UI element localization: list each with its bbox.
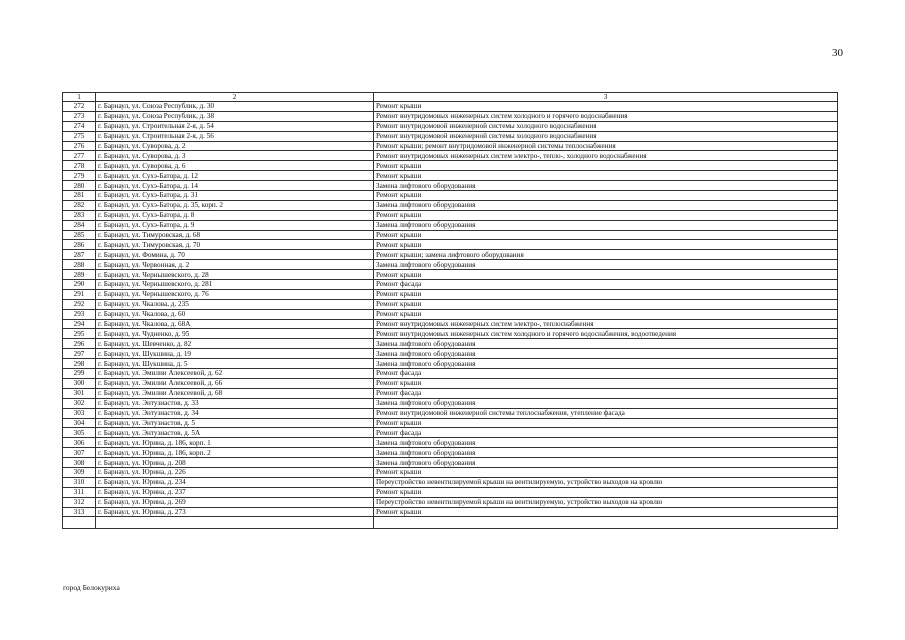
row-number-cell: 272: [63, 102, 96, 112]
address-cell: г. Барнаул, ул. Союза Республик, д. 38: [96, 111, 374, 121]
table-row: [63, 141, 838, 151]
empty-cell: [374, 517, 838, 529]
section-title: город Белокуриха: [63, 583, 120, 592]
row-number-cell: 308: [63, 458, 96, 468]
row-number-cell: 307: [63, 448, 96, 458]
address-cell: г. Барнаул, ул. Юрина, д. 226: [96, 467, 374, 477]
table-row: [63, 111, 838, 121]
row-number-cell: 288: [63, 260, 96, 270]
address-cell: г. Барнаул, ул. Энтузиастов, д. 5: [96, 418, 374, 428]
table-row: [63, 428, 838, 438]
table-row: [63, 507, 838, 517]
row-number-cell: 311: [63, 487, 96, 497]
row-number-cell: 282: [63, 200, 96, 210]
address-cell: г. Барнаул, ул. Чернышевского, д. 281: [96, 280, 374, 290]
work-type-cell: Замена лифтового оборудования: [374, 458, 838, 468]
work-type-cell: Ремонт крыши; ремонт внутридомовой инженерной системы теплоснабжения: [374, 141, 838, 151]
table-row: [63, 408, 838, 418]
table-row: [63, 280, 838, 290]
address-cell: г. Барнаул, ул. Сухэ-Батора, д. 31: [96, 191, 374, 201]
address-cell: г. Барнаул, ул. Юрина, д. 234: [96, 477, 374, 487]
table-row: [63, 289, 838, 299]
table-row: [63, 200, 838, 210]
work-type-cell: Ремонт внутридомовых инженерных систем электро-, тепло-, холодного водоснабжения: [374, 151, 838, 161]
work-type-cell: Замена лифтового оборудования: [374, 349, 838, 359]
address-cell: г. Барнаул, ул. Юрина, д. 208: [96, 458, 374, 468]
address-cell: г. Барнаул, ул. Сухэ-Батора, д. 9: [96, 220, 374, 230]
address-cell: г. Барнаул, ул. Эмилии Алексеевой, д. 68: [96, 388, 374, 398]
address-cell: г. Барнаул, ул. Чкалова, д. 60: [96, 309, 374, 319]
table-row: [63, 339, 838, 349]
address-cell: г. Барнаул, ул. Энтузиастов, д. 34: [96, 408, 374, 418]
work-type-cell: Замена лифтового оборудования: [374, 359, 838, 369]
work-type-cell: Ремонт крыши: [374, 102, 838, 112]
row-number-cell: 279: [63, 171, 96, 181]
table-row: [63, 497, 838, 507]
address-cell: г. Барнаул, ул. Энтузиастов, д. 5А: [96, 428, 374, 438]
table-row: [63, 102, 838, 112]
work-type-cell: Ремонт внутридомовой инженерной системы холодного водоснабжения: [374, 121, 838, 131]
work-type-cell: Ремонт фасада: [374, 369, 838, 379]
row-number-cell: 300: [63, 378, 96, 388]
address-cell: г. Барнаул, ул. Чкалова, д. 235: [96, 299, 374, 309]
table-row: [63, 210, 838, 220]
address-cell: г. Барнаул, ул. Шукшина, д. 19: [96, 349, 374, 359]
address-cell: г. Барнаул, ул. Тимуровская, д. 70: [96, 240, 374, 250]
work-type-cell: Замена лифтового оборудования: [374, 398, 838, 408]
table-row: [63, 171, 838, 181]
work-type-cell: Ремонт крыши: [374, 309, 838, 319]
row-number-cell: 289: [63, 270, 96, 280]
address-cell: г. Барнаул, ул. Сухэ-Батора, д. 14: [96, 181, 374, 191]
address-cell: г. Барнаул, ул. Тимуровская, д. 68: [96, 230, 374, 240]
table-row: [63, 487, 838, 497]
work-type-cell: Ремонт крыши: [374, 299, 838, 309]
table-row: [63, 359, 838, 369]
work-type-cell: Ремонт крыши: [374, 487, 838, 497]
row-number-cell: 292: [63, 299, 96, 309]
table-row: [63, 151, 838, 161]
table-row: [63, 161, 838, 171]
table-row: [63, 230, 838, 240]
table-row: [63, 260, 838, 270]
work-type-cell: Замена лифтового оборудования: [374, 181, 838, 191]
row-number-cell: 287: [63, 250, 96, 260]
row-number-cell: 281: [63, 191, 96, 201]
address-cell: г. Барнаул, ул. Чкалова, д. 68А: [96, 319, 374, 329]
address-cell: г. Барнаул, ул. Сухэ-Батора, д. 35, корп. 2: [96, 200, 374, 210]
work-type-cell: Переустройство невентилируемой крыши на вентилируемую, устройство выходов на кровлю: [374, 497, 838, 507]
table-row: [63, 477, 838, 487]
work-type-cell: Ремонт крыши: [374, 507, 838, 517]
work-type-cell: Замена лифтового оборудования: [374, 220, 838, 230]
work-type-cell: Ремонт крыши: [374, 210, 838, 220]
row-number-cell: 278: [63, 161, 96, 171]
work-type-cell: Ремонт крыши: [374, 418, 838, 428]
row-number-cell: 309: [63, 467, 96, 477]
row-number-cell: 274: [63, 121, 96, 131]
work-type-cell: Ремонт крыши: [374, 191, 838, 201]
work-type-cell: Переустройство невентилируемой крыши на вентилируемую, устройство выходов на кровлю: [374, 477, 838, 487]
table-row: [63, 458, 838, 468]
table-row: [63, 191, 838, 201]
table-row: [63, 270, 838, 280]
address-cell: г. Барнаул, ул. Чудненко, д. 95: [96, 329, 374, 339]
work-type-cell: Ремонт внутридомовой инженерной системы теплоснабжения, утепление фасада: [374, 408, 838, 418]
work-type-cell: Ремонт крыши: [374, 171, 838, 181]
table-row: [63, 448, 838, 458]
work-type-cell: Ремонт крыши: [374, 161, 838, 171]
works-table: [62, 92, 838, 529]
row-number-cell: 286: [63, 240, 96, 250]
row-number-cell: 304: [63, 418, 96, 428]
row-number-cell: 284: [63, 220, 96, 230]
address-cell: г. Барнаул, ул. Энтузиастов, д. 33: [96, 398, 374, 408]
address-cell: г. Барнаул, ул. Строительная 2-я, д. 54: [96, 121, 374, 131]
table-empty-row: [63, 517, 838, 529]
row-number-cell: 302: [63, 398, 96, 408]
address-cell: г. Барнаул, ул. Юрина, д. 186, корп. 1: [96, 438, 374, 448]
row-number-cell: 297: [63, 349, 96, 359]
work-type-cell: Ремонт фасада: [374, 388, 838, 398]
address-cell: г. Барнаул, ул. Эмилии Алексеевой, д. 66: [96, 378, 374, 388]
row-number-cell: 301: [63, 388, 96, 398]
address-cell: г. Барнаул, ул. Сухэ-Батора, д. 8: [96, 210, 374, 220]
address-cell: г. Барнаул, ул. Союза Республик, д. 30: [96, 102, 374, 112]
row-number-cell: 305: [63, 428, 96, 438]
row-number-cell: 294: [63, 319, 96, 329]
address-cell: г. Барнаул, ул. Сухэ-Батора, д. 12: [96, 171, 374, 181]
column-header: 1: [63, 93, 96, 102]
row-number-cell: 313: [63, 507, 96, 517]
table-row: [63, 299, 838, 309]
table-row: [63, 369, 838, 379]
table-row: [63, 378, 838, 388]
row-number-cell: 277: [63, 151, 96, 161]
work-type-cell: Ремонт внутридомовых инженерных систем электро-, теплоснабжения: [374, 319, 838, 329]
table-row: [63, 220, 838, 230]
address-cell: г. Барнаул, ул. Суворова, д. 3: [96, 151, 374, 161]
table-body: [63, 93, 838, 529]
table-header-row: [63, 93, 838, 102]
address-cell: г. Барнаул, ул. Юрина, д. 186, корп. 2: [96, 448, 374, 458]
row-number-cell: 285: [63, 230, 96, 240]
address-cell: г. Барнаул, ул. Чернышевского, д. 28: [96, 270, 374, 280]
page-number: 30: [832, 47, 843, 59]
address-cell: г. Барнаул, ул. Шевченко, д. 82: [96, 339, 374, 349]
table-row: [63, 319, 838, 329]
work-type-cell: Ремонт крыши: [374, 240, 838, 250]
address-cell: г. Барнаул, ул. Суворова, д. 2: [96, 141, 374, 151]
work-type-cell: Замена лифтового оборудования: [374, 260, 838, 270]
address-cell: г. Барнаул, ул. Шукшина, д. 5: [96, 359, 374, 369]
row-number-cell: 312: [63, 497, 96, 507]
row-number-cell: 280: [63, 181, 96, 191]
work-type-cell: Замена лифтового оборудования: [374, 200, 838, 210]
work-type-cell: Ремонт фасада: [374, 280, 838, 290]
row-number-cell: 299: [63, 369, 96, 379]
table-row: [63, 398, 838, 408]
work-type-cell: Замена лифтового оборудования: [374, 438, 838, 448]
row-number-cell: 310: [63, 477, 96, 487]
table-row: [63, 418, 838, 428]
work-type-cell: Ремонт крыши: [374, 467, 838, 477]
work-type-cell: Ремонт крыши; замена лифтового оборудования: [374, 250, 838, 260]
table-row: [63, 131, 838, 141]
address-cell: г. Барнаул, ул. Строительная 2-я, д. 56: [96, 131, 374, 141]
work-type-cell: Ремонт внутридомовых инженерных систем холодного и горячего водоснабжения, водоотведения: [374, 329, 838, 339]
row-number-cell: 290: [63, 280, 96, 290]
row-number-cell: 273: [63, 111, 96, 121]
address-cell: г. Барнаул, ул. Чернышевского, д. 76: [96, 289, 374, 299]
table-row: [63, 467, 838, 477]
address-cell: г. Барнаул, ул. Эмилии Алексеевой, д. 62: [96, 369, 374, 379]
empty-cell: [96, 517, 374, 529]
table-row: [63, 250, 838, 260]
table-row: [63, 438, 838, 448]
address-cell: г. Барнаул, ул. Суворова, д. 6: [96, 161, 374, 171]
empty-cell: [63, 517, 96, 529]
row-number-cell: 283: [63, 210, 96, 220]
work-type-cell: Ремонт крыши: [374, 289, 838, 299]
work-type-cell: Ремонт внутридомовых инженерных систем холодного и горячего водоснабжения: [374, 111, 838, 121]
work-type-cell: Ремонт крыши: [374, 230, 838, 240]
address-cell: г. Барнаул, ул. Юрина, д. 269: [96, 497, 374, 507]
address-cell: г. Барнаул, ул. Фомина, д. 70: [96, 250, 374, 260]
table-row: [63, 121, 838, 131]
work-type-cell: Замена лифтового оборудования: [374, 448, 838, 458]
table-row: [63, 388, 838, 398]
row-number-cell: 298: [63, 359, 96, 369]
column-header: 3: [374, 93, 838, 102]
table-row: [63, 349, 838, 359]
row-number-cell: 306: [63, 438, 96, 448]
work-type-cell: Ремонт внутридомовой инженерной системы холодного водоснабжения: [374, 131, 838, 141]
column-header: 2: [96, 93, 374, 102]
work-type-cell: Ремонт крыши: [374, 378, 838, 388]
address-cell: г. Барнаул, ул. Червонная, д. 2: [96, 260, 374, 270]
work-type-cell: Ремонт фасада: [374, 428, 838, 438]
table-row: [63, 329, 838, 339]
work-type-cell: Ремонт крыши: [374, 270, 838, 280]
row-number-cell: 275: [63, 131, 96, 141]
table-row: [63, 240, 838, 250]
address-cell: г. Барнаул, ул. Юрина, д. 273: [96, 507, 374, 517]
table-row: [63, 181, 838, 191]
row-number-cell: 291: [63, 289, 96, 299]
row-number-cell: 293: [63, 309, 96, 319]
work-type-cell: Замена лифтового оборудования: [374, 339, 838, 349]
row-number-cell: 276: [63, 141, 96, 151]
address-cell: г. Барнаул, ул. Юрина, д. 237: [96, 487, 374, 497]
table-row: [63, 309, 838, 319]
row-number-cell: 296: [63, 339, 96, 349]
row-number-cell: 303: [63, 408, 96, 418]
row-number-cell: 295: [63, 329, 96, 339]
